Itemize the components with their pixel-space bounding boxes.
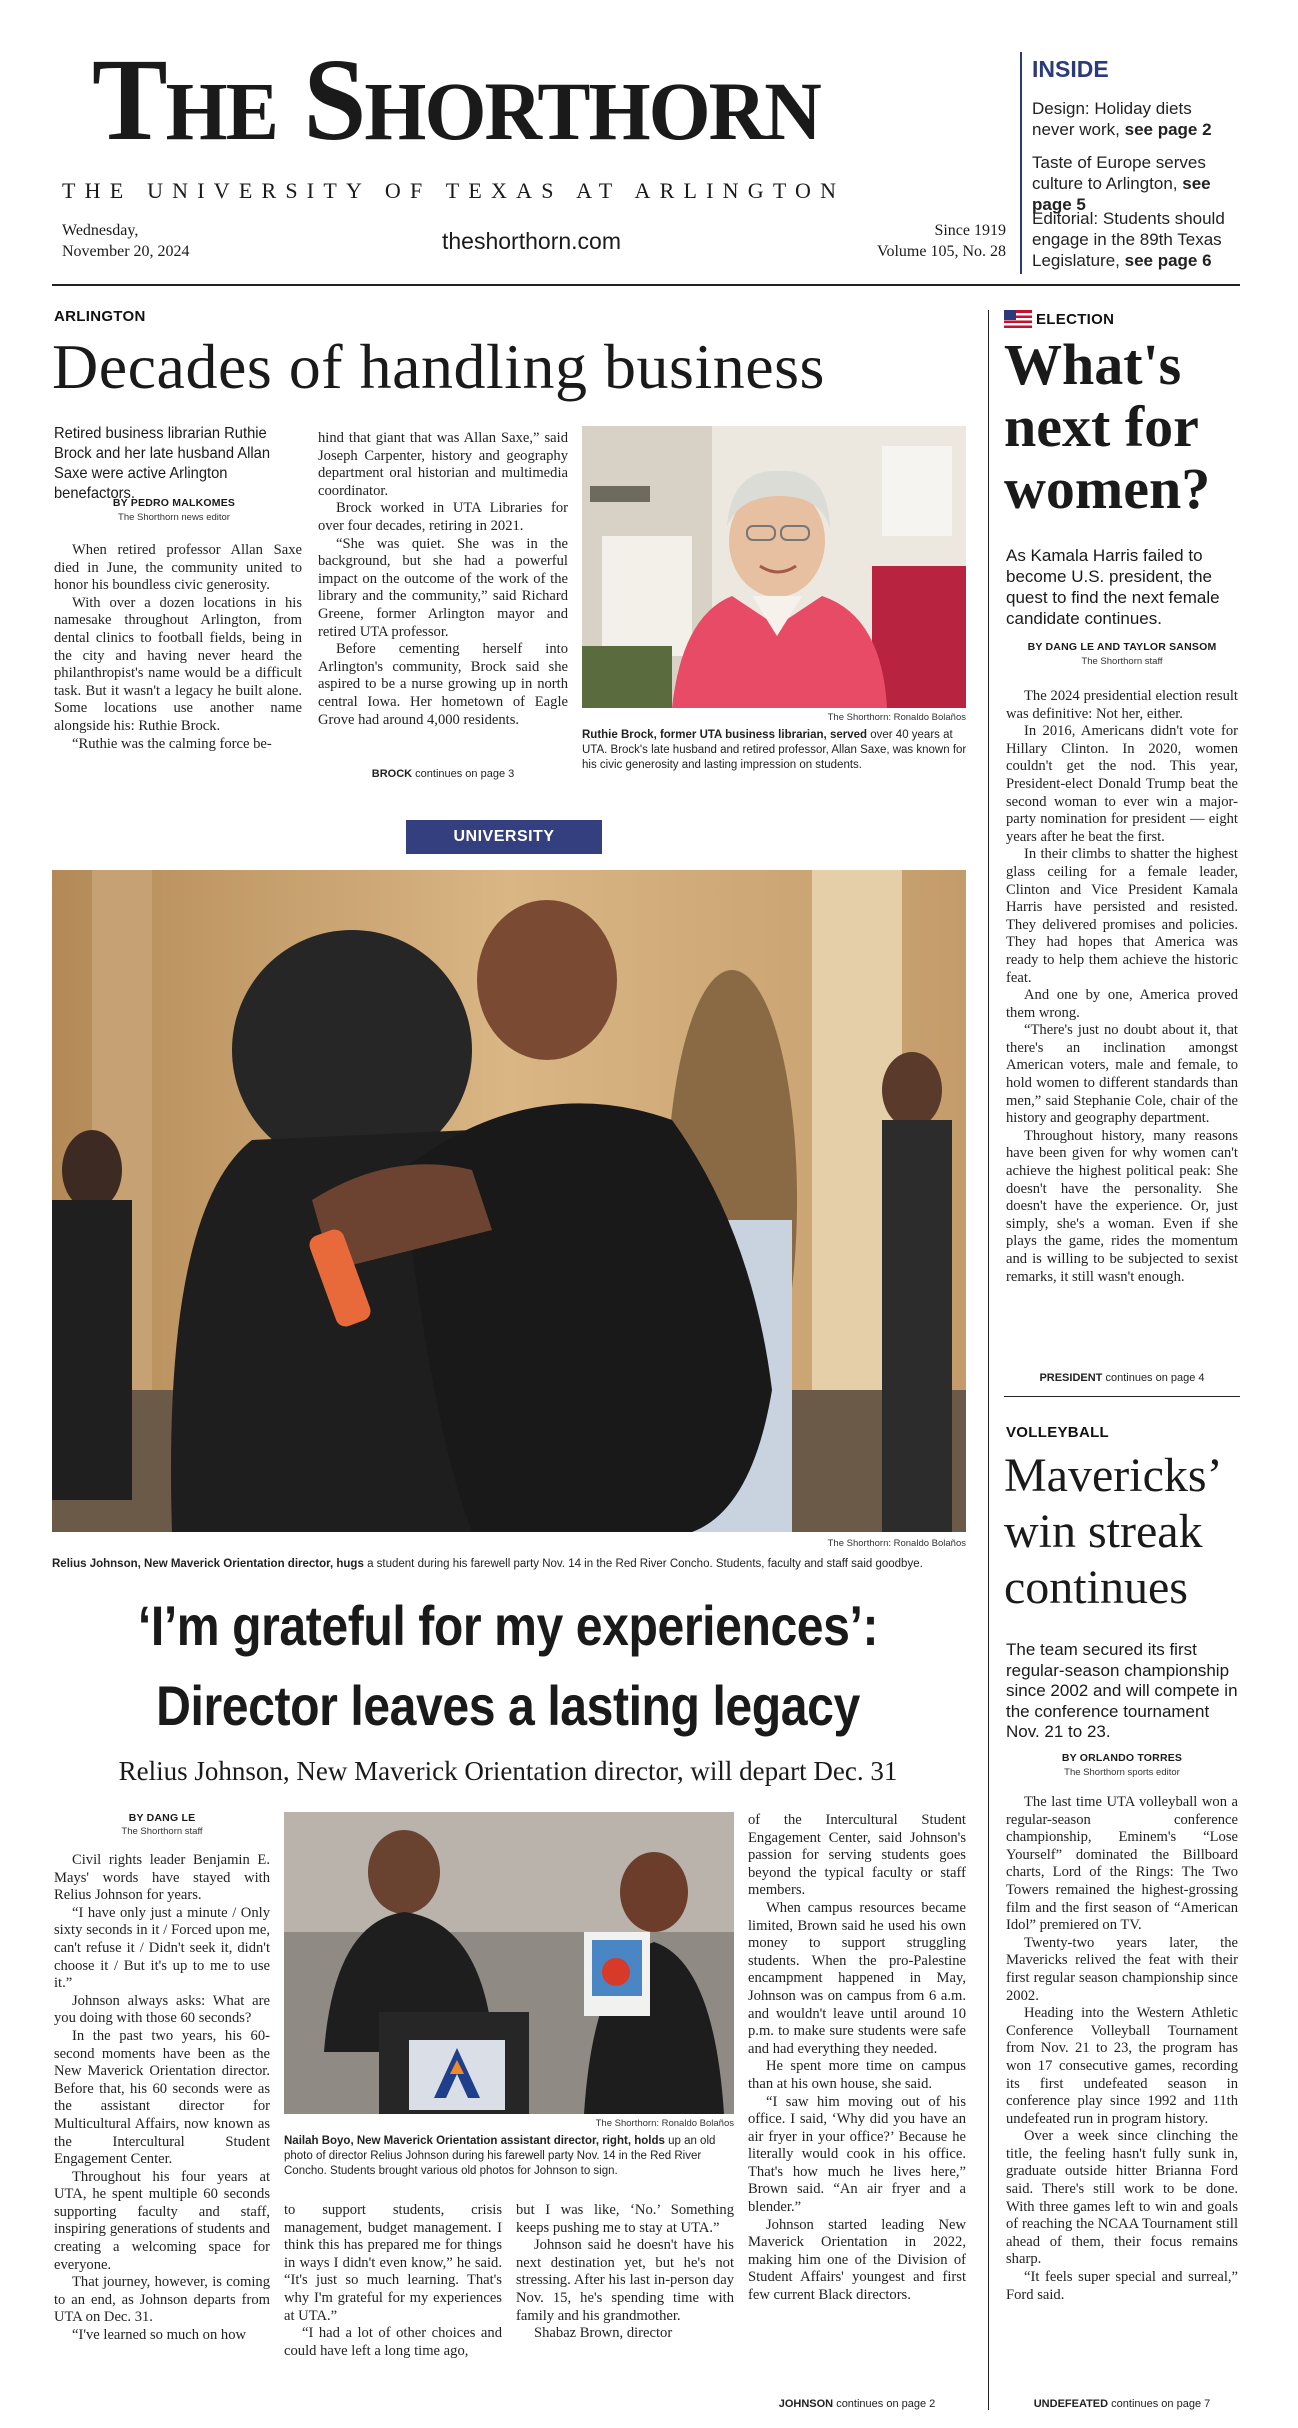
inside-heading: INSIDE xyxy=(1032,56,1109,82)
photo-caption: Ruthie Brock, former UTA business librarian, served over 40 years at UTA. Brock's late husband and retired professor, Allan Saxe, was known for his civic generosity and lasting impression on students. xyxy=(582,729,967,771)
johnson-col-4: of the Intercultural Student Engagement Center, said Johnson's passion for serving students goes beyond the typical faculty or staff members. When campus resources became limited, Brown said he used his own money to support struggling students. When the pro-Palestine encampment happened in May, Johnson was on campus from 6 a.m. and wouldn't leave until around 10 p.m. to make sure students were safe and had everything they needed. He spent more time on campus than at his own house, she said. “I saw him moving out of his office. I said, ‘Why did you have an air fryer in your office?’ Because he literally would cook in his office. That's how much he lives here,” Brown said. “An air fryer and a blender.” Johnson started leading New Maverick Orientation in 2022, making him one of the Division of Student Affairs' youngest and first few current Black directors. xyxy=(748,1812,966,2304)
jump-line[interactable]: BROCK continues on page 3 xyxy=(371,768,515,780)
photo-credit: The Shorthorn: Ronaldo Bolaños xyxy=(595,2118,734,2129)
brock-col-2: hind that giant that was Allan Saxe,” said Joseph Carpenter, history and geography department oral historian and multimedia coordinator. Brock worked in UTA Libraries for over four decades, retiring in 2021. “She was quiet. She was in the background, but she had a powerful impact on the outcome of the work of the library and the community,” said Richard Greene, former Arlington mayor and retired UTA professor. Before cementing herself into Arlington's community, Brock said she aspired to be a nurse growing up in north central Iowa. Her hometown of Eagle Grove had around 4,000 residents. xyxy=(318,430,568,728)
byline: BY DANG LE AND TAYLOR SANSOM xyxy=(1027,641,1217,653)
jump-line[interactable]: JOHNSON continues on page 2 xyxy=(778,2398,936,2410)
johnson-col-1: Civil rights leader Benjamin E. Mays' words have stayed with Relius Johnson for years. “I have only just a minute / Only sixty seconds in it / Forced upon me, can't refuse it / Didn't seek it, didn't choose it / But it's up to me to use it.” Johnson always asks: What are you doing with those 60 seconds? In the past two years, his 60-second moments have been as the New Maverick Orientation director. Before that, his 60 seconds were as the assistant director for Multicultural Affairs, now known as the Intercultural Student Engagement Center. Throughout his four years at UTA, he spent multiple 60 seconds supporting faculty and staff, inspiring generations of students and creating a welcoming space for everyone. That journey, however, is coming to an end, as Johnson departs from UTA on Dec. 31. “I've learned so much on how xyxy=(54,1852,270,2344)
volleyball-body: The last time UTA volleyball won a regular-season conference championship, Eminem's “Lose Yourself” dominated the Billboard charts, Lord of the Rings: The Two Towers remained the highest-grossing film and the first season of “American Idol” premiered on TV. Twenty-two years later, the Mavericks relived the feat with their first regular season championship since 2002. Heading into the Western Athletic Conference Volleyball Tournament from Nov. 21 to 23, the program has won 17 consecutive games, recording its first undefeated season in conference play since 1992 and 11th undefeated run in program history. Over a week since clinching the title, the feeling hasn't fully sunk in, graduate outside hitter Brianna Ford said. There's still work to be done. With three games left to win and goals of reaching the NCAA Tournament still ahead of them, their focus remains sharp. “It feels super special and surreal,” Ford said. xyxy=(1006,1794,1238,2303)
inside-item[interactable]: Taste of Europe serves culture to Arlington, see page 5 xyxy=(1032,153,1211,214)
photo-caption: Relius Johnson, New Maverick Orientation director, hugs a student during his farewell party Nov. 14 in the Red River Concho. Students, faculty and staff said goodbye. xyxy=(52,1558,923,1570)
photo-credit: The Shorthorn: Ronaldo Bolaños xyxy=(827,1538,966,1549)
election-deck: As Kamala Harris failed to become U.S. president, the quest to find the next female candidate continues. xyxy=(1006,546,1220,628)
byline-role: The Shorthorn sports editor xyxy=(1064,1767,1180,1778)
johnson-headline-line-1[interactable]: ‘I’m grateful for my experiences’: xyxy=(137,1594,879,1657)
byline: BY DANG LE xyxy=(128,1812,196,1824)
johnson-col-2: to support students, crisis management, budget management. I think this has prepared me for things in ways I didn't even know,” he said. “It's just so much learning. That's why I'm grateful for my experiences at UTA.” “I had a lot of other choices and could have left a long time ago, xyxy=(284,2202,502,2359)
issue-day: Wednesday, xyxy=(62,222,139,239)
byline-role: The Shorthorn staff xyxy=(1081,656,1163,667)
section-label-university: UNIVERSITY xyxy=(406,820,602,854)
section-rule xyxy=(1004,1396,1240,1397)
section-kicker: ARLINGTON xyxy=(54,308,146,325)
photo-credit: The Shorthorn: Ronaldo Bolaños xyxy=(827,712,966,723)
inside-item[interactable]: Editorial: Students should engage in the 89th Texas Legislature, see page 6 xyxy=(1032,209,1225,270)
inside-item[interactable]: Design: Holiday diets never work, see page 2 xyxy=(1032,99,1212,139)
brock-headline[interactable]: Decades of handling business xyxy=(52,331,825,402)
inside-divider xyxy=(1020,52,1022,274)
inside-item-link[interactable]: see page 5 xyxy=(1032,174,1211,214)
masthead-tagline: THE UNIVERSITY OF TEXAS AT ARLINGTON xyxy=(62,178,846,203)
since-year: Since 1919 xyxy=(934,222,1006,239)
photo-caption: Nailah Boyo, New Maverick Orientation assistant director, right, holds up an old photo of director Relius Johnson during his farewell party Nov. 14 in the Red River Concho. Students brought various old photos for Johnson to sign. xyxy=(284,2135,716,2177)
byline: BY PEDRO MALKOMES xyxy=(112,497,236,509)
election-headline[interactable]: What's next for women? xyxy=(1004,332,1211,521)
volleyball-deck: The team secured its first regular-season championship since 2002 and will compete in the conference tournament Nov. 21 to 23. xyxy=(1006,1640,1238,1741)
site-url[interactable]: theshorthorn.com xyxy=(442,228,621,254)
byline-role: The Shorthorn news editor xyxy=(118,512,230,523)
farewell-photo-illustration xyxy=(284,1812,734,2114)
byline: BY ORLANDO TORRES xyxy=(1061,1752,1183,1764)
brock-col-1: When retired professor Allan Saxe died in June, the community united to honor his boundless civic generosity. With over a dozen locations in his namesake throughout Arlington, from dental clinics to football fields, being in the city and having never heard the philanthropist's name would be a difficult task. But it wasn't a legacy he built alone. Some locations use another name alongside his: Ruthie Brock. “Ruthie was the calming force be- xyxy=(54,542,302,752)
brock-deck: Retired business librarian Ruthie Brock and her late husband Allan Saxe were active Arlington benefactors. xyxy=(54,425,271,502)
section-kicker: VOLLEYBALL xyxy=(1006,1424,1109,1441)
hug-photo-illustration xyxy=(52,870,966,1532)
byline-role: The Shorthorn staff xyxy=(121,1826,203,1837)
section-kicker: ELECTION xyxy=(1036,311,1115,328)
portrait-illustration xyxy=(582,426,966,708)
election-body: The 2024 presidential election result was definitive: Not her, either. In 2016, Americans didn't vote for Hillary Clinton. In 2020, women couldn't get the nod. This year, President-elect Donald Trump beat the second woman to ever win a major-party nomination for president — eight years after he beat the first. In their climbs to shatter the highest glass ceiling for a female leader, Clinton and Vice President Kamala Harris have persisted and resisted. They delivered promises and policies. They had hopes that America was ready to help them achieve the historic feat. And one by one, America proved them wrong. “There's just no doubt about it, that there's an inclination amongst American voters, male and female, to hold women to different standards than men,” said Stephanie Cole, chair of the history and geography department. Throughout history, many reasons have been given for why women can't achieve the highest political peak: She doesn't have the personality. She doesn't have the experience. Or, just simply, she's a woman. Even if she plays the game, rides the momentum and is willing to be subjected to sexist remarks, it still wasn't enough. xyxy=(1006,688,1238,1285)
inside-item-link[interactable]: see page 6 xyxy=(1124,251,1212,270)
flag-icon xyxy=(1004,310,1032,328)
inside-item-link[interactable]: see page 2 xyxy=(1124,120,1212,139)
right-column-divider xyxy=(988,310,989,2410)
masthead-title: The Shorthorn xyxy=(92,34,820,165)
volume-number: Volume 105, No. 28 xyxy=(876,243,1006,260)
johnson-col-3: but I was like, ‘No.’ Something keeps pushing me to stay at UTA.” Johnson said he doesn't have his next destination yet, but he's not stressing. After his last in-person day Nov. 15, he's spending time with family and his grandmother. Shabaz Brown, director xyxy=(516,2202,734,2342)
issue-date: November 20, 2024 xyxy=(62,243,190,260)
hug-photo xyxy=(52,870,966,1532)
brock-photo xyxy=(582,426,966,708)
masthead-rule xyxy=(52,284,1240,286)
johnson-headline-line-2[interactable]: Director leaves a lasting legacy xyxy=(156,1674,860,1737)
volleyball-headline[interactable]: Mavericks’ win streak continues xyxy=(1004,1449,1220,1614)
johnson-deck: Relius Johnson, New Maverick Orientation director, will depart Dec. 31 xyxy=(118,1756,898,1786)
johnson-photo xyxy=(284,1812,734,2114)
jump-line[interactable]: PRESIDENT continues on page 4 xyxy=(1039,1372,1205,1384)
jump-line[interactable]: UNDEFEATED continues on page 7 xyxy=(1033,2398,1211,2410)
